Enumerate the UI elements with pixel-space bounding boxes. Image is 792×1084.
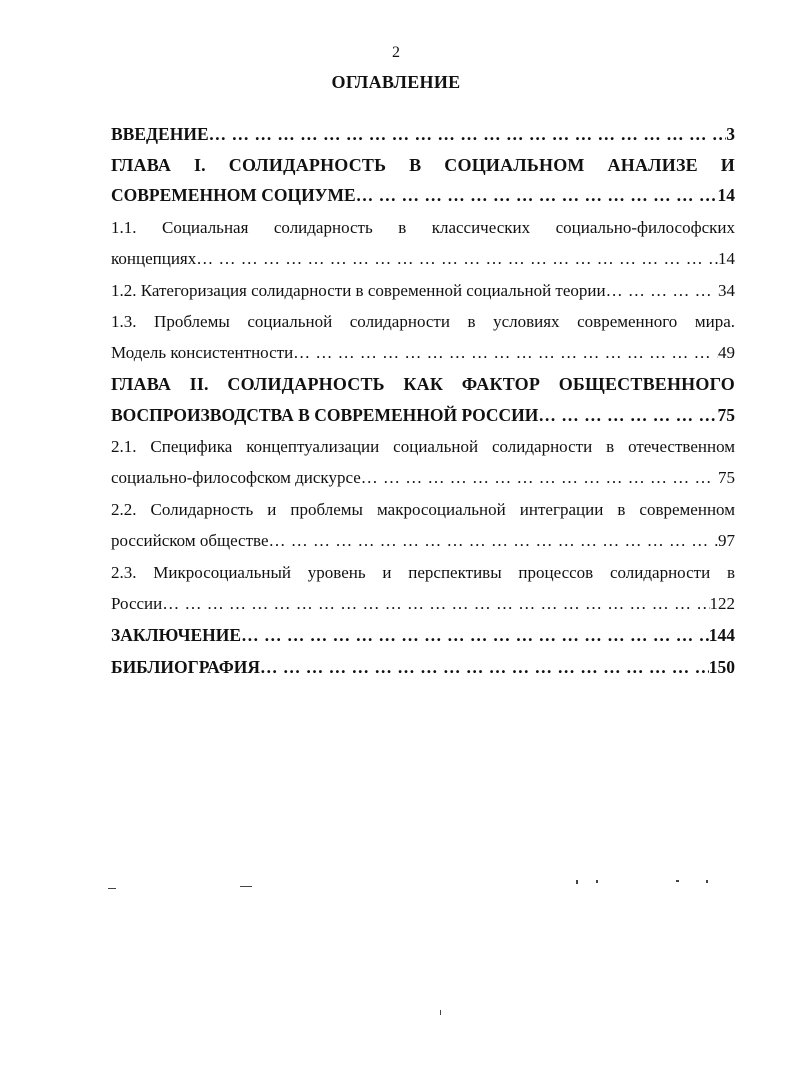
- toc-entry-1-1-line-1[interactable]: 1.1. Социальная солидарность в классических социально-философских: [111, 218, 735, 237]
- toc-entry-intro[interactable]: [111, 121, 735, 147]
- page-title: ОГЛАВЛЕНИЕ: [331, 72, 461, 92]
- toc-entry-text: России: [111, 594, 163, 613]
- scan-artifact: [596, 880, 598, 883]
- dot-leader: [606, 278, 718, 304]
- dot-leader: [241, 622, 709, 648]
- dot-leader: [538, 402, 717, 428]
- toc-entry-2-1[interactable]: [111, 465, 735, 491]
- toc-entry-chapter-1-line-1[interactable]: ГЛАВА I. СОЛИДАРНОСТЬ В СОЦИАЛЬНОМ АНАЛИЗЕ И: [111, 155, 735, 175]
- toc-page-number: 75: [718, 468, 735, 487]
- toc-page-number: 3: [726, 124, 735, 144]
- dot-leader: [162, 591, 709, 617]
- toc-page-number: 122: [709, 594, 735, 613]
- toc-entry-1-1[interactable]: [111, 246, 735, 272]
- scan-artifact: [240, 886, 252, 887]
- scan-artifact: [706, 880, 708, 883]
- toc-entry-2-2-line-1[interactable]: 2.2. Солидарность и проблемы макросоциальной интеграции в современном: [111, 500, 735, 519]
- toc-page-number: 144: [708, 625, 735, 645]
- toc-entry-text: концепциях: [111, 249, 197, 268]
- toc-entry-1-3-line-1[interactable]: 1.3. Проблемы социальной солидарности в условиях современного мира.: [111, 312, 735, 331]
- toc-entry-text: ЗАКЛЮЧЕНИЕ: [111, 625, 242, 645]
- toc-entry-bibliography[interactable]: [111, 654, 735, 680]
- toc-entry-1-2[interactable]: [111, 278, 735, 304]
- toc-entry-chapter-1[interactable]: [111, 182, 735, 208]
- toc-entry-2-2[interactable]: [111, 528, 735, 554]
- toc-entry-chapter-2-line-1[interactable]: ГЛАВА II. СОЛИДАРНОСТЬ КАК ФАКТОР ОБЩЕСТВЕННОГО: [111, 374, 735, 394]
- toc-entry-text: ВВЕДЕНИЕ: [111, 124, 209, 144]
- toc-entry-text: СОВРЕМЕННОМ СОЦИУМЕ: [111, 185, 356, 205]
- scan-artifact: [676, 880, 679, 882]
- toc-entry-2-3[interactable]: [111, 591, 735, 617]
- dot-leader: [356, 182, 718, 208]
- toc-page-number: 14: [718, 249, 735, 268]
- toc-page-number: 49: [718, 343, 735, 362]
- dot-leader: [196, 246, 718, 272]
- scan-artifact: [576, 880, 578, 884]
- toc-entry-2-1-line-1[interactable]: 2.1. Специфика концептуализации социальной солидарности в отечественном: [111, 437, 735, 456]
- toc-entry-2-3-line-1[interactable]: 2.3. Микросоциальный уровень и перспективы процессов солидарности в: [111, 563, 735, 582]
- toc-page-number: 34: [718, 281, 735, 300]
- toc-entry-1-3[interactable]: [111, 340, 735, 366]
- toc-entry-text: БИБЛИОГРАФИЯ: [111, 657, 260, 677]
- dot-leader: [260, 654, 709, 680]
- dot-leader: [209, 121, 727, 147]
- scan-artifact: [108, 888, 116, 889]
- toc-entry-text: социально-философском дискурсе: [111, 468, 361, 487]
- page-number: 2: [392, 44, 400, 61]
- toc-page-number: 150: [708, 657, 735, 677]
- toc-entry-text: ВОСПРОИЗВОДСТВА В СОВРЕМЕННОЙ РОССИИ: [111, 405, 539, 425]
- toc-entry-text: Модель консистентности: [111, 343, 294, 362]
- dot-leader: [361, 465, 718, 491]
- dot-leader: [269, 528, 719, 554]
- toc-entry-text: российском обществе: [111, 531, 269, 550]
- toc-page-number: 75: [717, 405, 735, 425]
- toc-page-number: 97: [718, 531, 735, 550]
- toc-entry-text: 1.2. Категоризация солидарности в современной социальной теории: [111, 281, 606, 300]
- toc-entry-chapter-2[interactable]: [111, 402, 735, 428]
- toc-entry-conclusion[interactable]: [111, 622, 735, 648]
- toc-page-number: 14: [717, 185, 735, 205]
- dot-leader: [293, 340, 718, 366]
- scan-artifact: [440, 1010, 441, 1015]
